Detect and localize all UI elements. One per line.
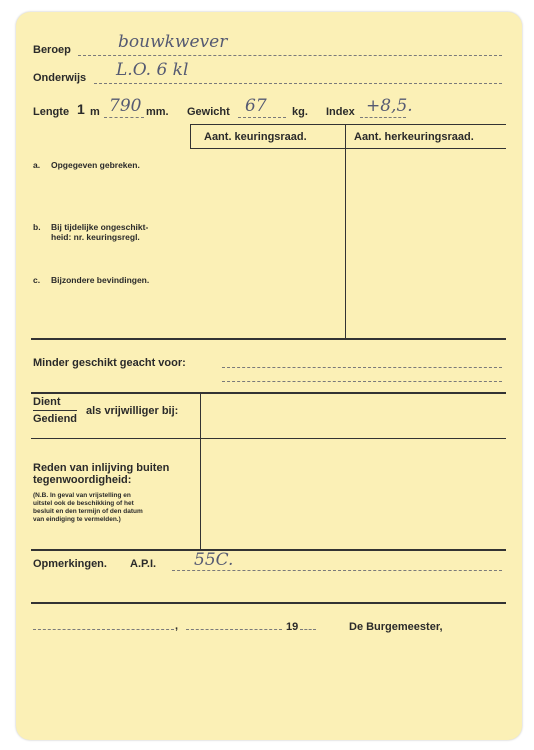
item-c-letter: c. — [33, 275, 41, 285]
opmerkingen-label: Opmerkingen. — [33, 558, 107, 570]
opmerkingen-line — [172, 570, 502, 571]
lengte-line — [104, 117, 144, 118]
header-keuringsraad: Aant. keuringsraad. — [204, 131, 307, 143]
place-line — [33, 629, 174, 630]
index-line — [360, 117, 406, 118]
reden-note4: van eindiging te vermelden.) — [33, 516, 121, 523]
beroep-label: Beroep — [33, 44, 71, 56]
reden-note1: (N.B. In geval van vrijstelling en — [33, 492, 131, 499]
beroep-line — [78, 55, 502, 56]
dient-label: Dient — [33, 396, 61, 408]
lengte-unit: mm. — [146, 106, 169, 118]
item-b-letter: b. — [33, 222, 41, 232]
vrijwilliger-label: als vrijwilliger bij: — [86, 405, 179, 417]
table-header-line — [190, 148, 506, 149]
dient-fraction-line — [33, 410, 77, 411]
item-b-line1: Bij tijdelijke ongeschikt- — [51, 222, 149, 232]
date-comma: , — [175, 620, 179, 632]
onderwijs-line — [94, 83, 502, 84]
section-line-5 — [31, 602, 506, 604]
section-line-1 — [31, 338, 506, 340]
minder-geschikt-label: Minder geschikt geacht voor: — [33, 357, 186, 369]
item-b-line2: heid: nr. keuringsregl. — [51, 232, 140, 242]
index-label: Index — [326, 106, 355, 118]
item-a-letter: a. — [33, 160, 41, 170]
section-line-4 — [31, 549, 506, 551]
lower-divider — [200, 392, 201, 549]
table-left-border — [190, 124, 191, 148]
gewicht-value: 67 — [245, 96, 267, 116]
beroep-value: bouwkwever — [118, 32, 228, 52]
reden-line2: tegenwoordigheid: — [33, 474, 132, 486]
header-herkeuringsraad: Aant. herkeuringsraad. — [354, 131, 474, 143]
onderwijs-value: L.O. 6 kl — [116, 60, 189, 80]
table-divider — [345, 124, 346, 338]
date-line — [186, 629, 282, 630]
gewicht-line — [238, 117, 286, 118]
item-c-text: Bijzondere bevindingen. — [51, 275, 150, 285]
burgemeester-label: De Burgemeester, — [349, 621, 443, 633]
table-top-line — [190, 124, 506, 125]
section-line-2 — [31, 392, 506, 394]
year-prefix: 19 — [286, 621, 299, 633]
api-label: A.P.I. — [130, 558, 157, 570]
registration-card — [16, 12, 522, 740]
gewicht-unit: kg. — [292, 106, 308, 118]
reden-note3: besluit en den termijn of den datum — [33, 508, 143, 515]
lengte-value: 790 — [109, 96, 142, 116]
minder-line-2 — [222, 381, 502, 382]
reden-line1: Reden van inlijving buiten — [33, 462, 170, 474]
gewicht-label: Gewicht — [187, 106, 230, 118]
index-value: +8,5. — [366, 96, 413, 116]
lengte-m: m — [90, 106, 100, 118]
lengte-label: Lengte — [33, 106, 70, 118]
reden-note2: uitstel ook de beschikking of het — [33, 500, 134, 507]
api-value: 55C. — [194, 550, 234, 570]
lengte-one: 1 — [77, 101, 85, 117]
gediend-label: Gediend — [33, 413, 78, 425]
minder-line-1 — [222, 367, 502, 368]
year-line — [300, 629, 316, 630]
item-a-text: Opgegeven gebreken. — [51, 160, 140, 170]
onderwijs-label: Onderwijs — [33, 72, 87, 84]
section-line-3 — [31, 438, 506, 439]
